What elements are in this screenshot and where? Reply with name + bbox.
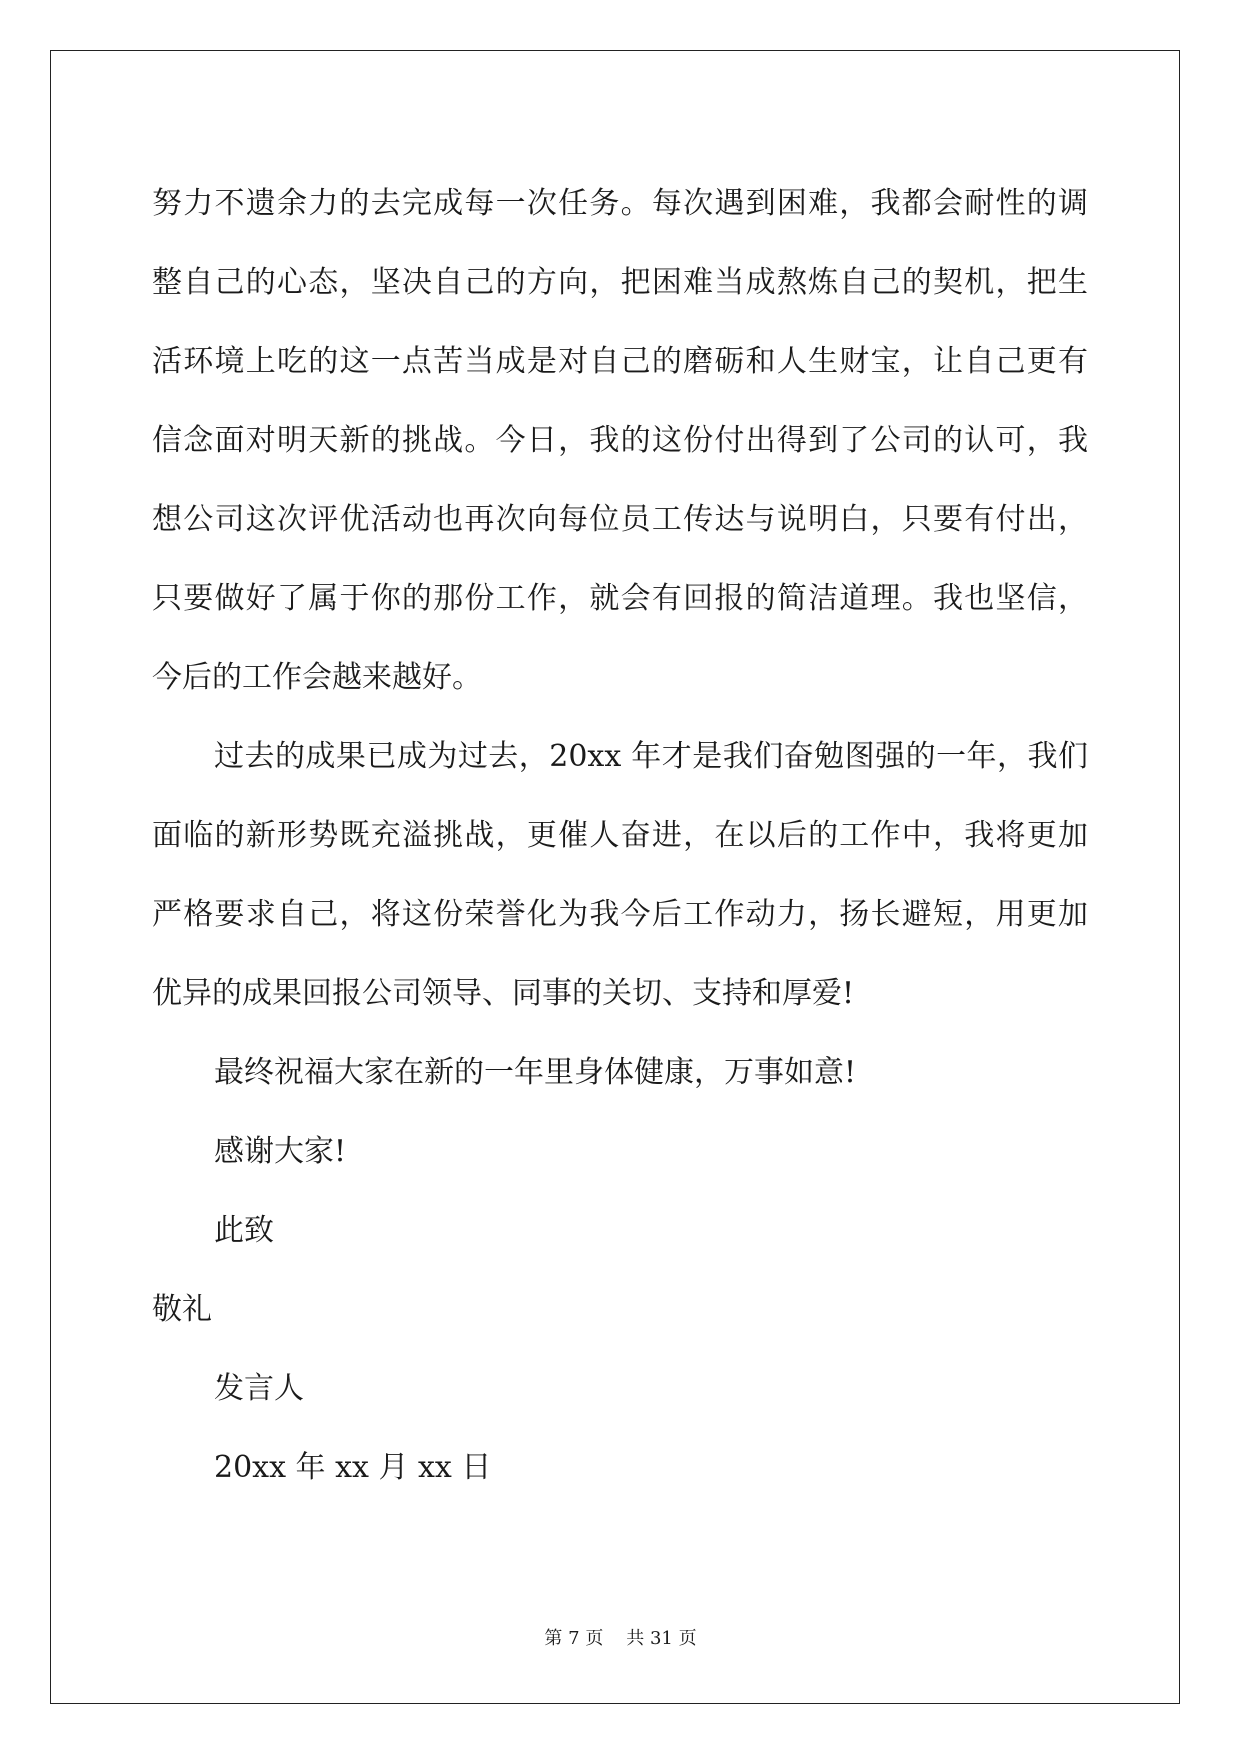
salutation-line: 此致 xyxy=(214,1213,274,1248)
speaker-line: 发言人 xyxy=(214,1371,304,1406)
paragraph-line: 信念面对明天新的挑战。今日，我的这份付出得到了公司的认可，我 xyxy=(152,423,1088,458)
paragraph-line: 只要做好了属于你的那份工作，就会有回报的简洁道理。我也坚信， xyxy=(152,581,1088,616)
regards-line: 敬礼 xyxy=(152,1292,212,1327)
paragraph-line: 想公司这次评优活动也再次向每位员工传达与说明白，只要有付出， xyxy=(152,502,1088,537)
paragraph-line: 面临的新形势既充溢挑战，更催人奋进，在以后的工作中，我将更加 xyxy=(152,818,1088,853)
thanks-line: 感谢大家! xyxy=(214,1134,347,1169)
paragraph-line: 过去的成果已成为过去，20xx 年才是我们奋勉图强的一年，我们 xyxy=(214,739,1088,774)
paragraph-line: 整自己的心态，坚决自己的方向，把困难当成熬炼自己的契机，把生 xyxy=(152,265,1088,300)
closing-wish: 最终祝福大家在新的一年里身体健康，万事如意! xyxy=(214,1055,857,1090)
date-line: 20xx 年 xx 月 xx 日 xyxy=(214,1450,492,1485)
document-body xyxy=(152,164,1088,1507)
paragraph-line: 活环境上吃的这一点苦当成是对自己的磨砺和人生财宝，让自己更有 xyxy=(152,344,1088,379)
paragraph-line: 严格要求自己，将这份荣誉化为我今后工作动力，扬长避短，用更加 xyxy=(152,897,1088,932)
page-number: 第 7 页 xyxy=(544,1628,604,1649)
paragraph-line: 努力不遗余力的去完成每一次任务。每次遇到困难，我都会耐性的调 xyxy=(152,186,1088,221)
paragraph-line: 优异的成果回报公司领导、同事的关切、支持和厚爱! xyxy=(152,976,855,1011)
paragraph-line: 今后的工作会越来越好。 xyxy=(152,660,482,695)
page-footer xyxy=(0,1624,1241,1650)
page-total: 共 31 页 xyxy=(626,1628,697,1649)
